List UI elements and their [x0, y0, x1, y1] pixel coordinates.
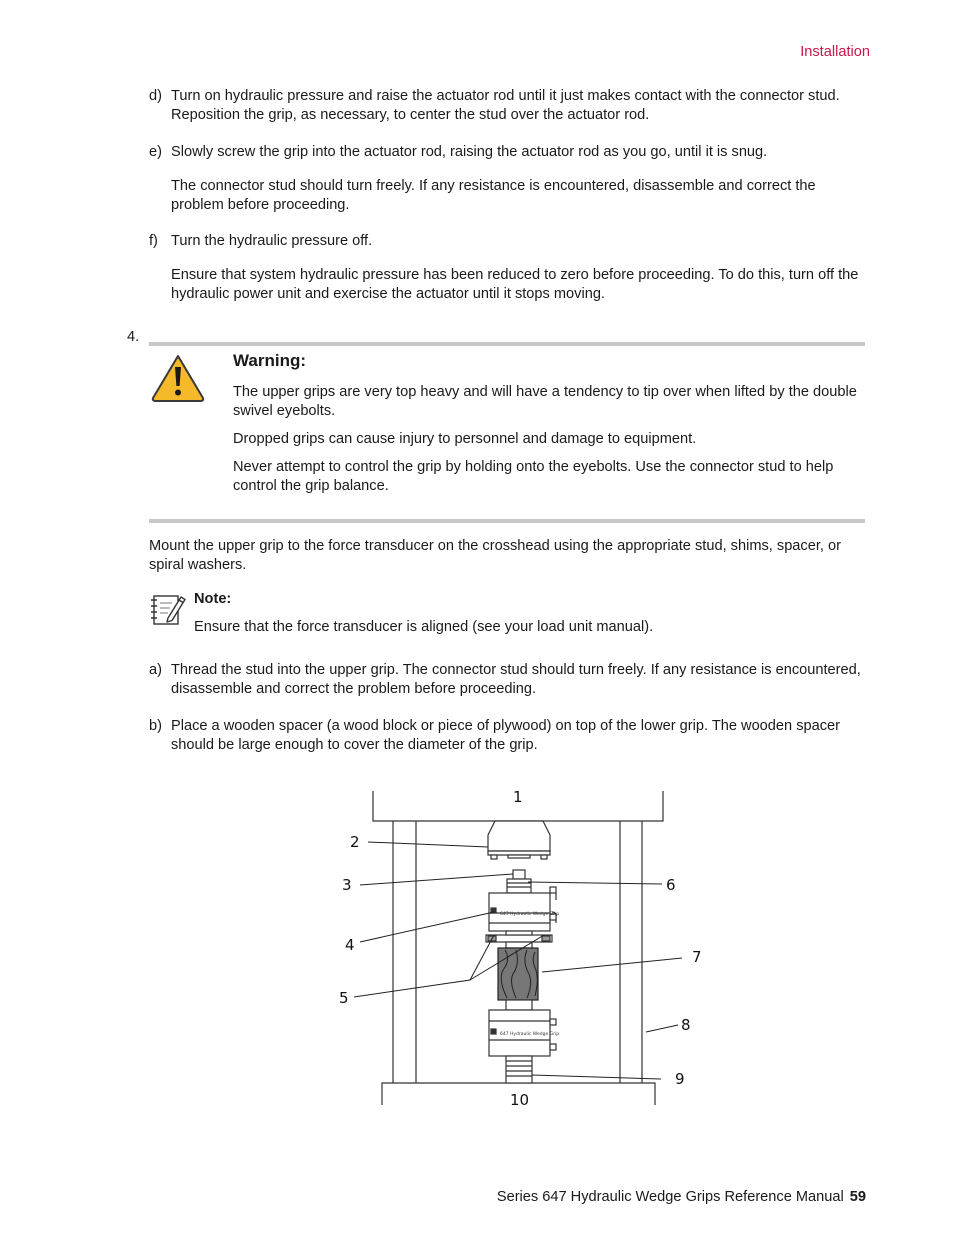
- callout-2: 2: [350, 833, 360, 851]
- callout-5: 5: [339, 989, 349, 1007]
- callout-3: 3: [342, 876, 352, 894]
- step-text: Turn the hydraulic pressure off.: [171, 233, 373, 249]
- warning-line: Dropped grips can cause injury to personnel and damage to equipment.: [233, 431, 697, 447]
- footer-manual-title: Series 647 Hydraulic Wedge Grips Reference Manual: [496, 1189, 844, 1205]
- step-text: Turn on hydraulic pressure and raise the actuator rod until it just makes contact with the connector stud. Reposition the grip, as necessary, to center the stud over the actuator rod.: [171, 88, 840, 123]
- step-marker: e): [149, 144, 162, 160]
- note-title: Note:: [194, 591, 232, 607]
- step-marker: b): [149, 718, 162, 734]
- warning-top-rule: [149, 342, 865, 346]
- note-text: Ensure that the force transducer is aligned (see your load unit manual).: [194, 619, 654, 635]
- callout-10: 10: [510, 1091, 530, 1109]
- step-f: [149, 232, 867, 251]
- step-b: [149, 717, 867, 755]
- callout-6: 6: [666, 876, 676, 894]
- step-marker: d): [149, 88, 162, 104]
- callout-8: 8: [681, 1016, 691, 1034]
- note-pencil-icon: [148, 591, 186, 627]
- callout-9: 9: [675, 1070, 685, 1088]
- warning-line: The upper grips are very top heavy and will have a tendency to tip over when lifted by the double swivel eyebolts.: [233, 384, 857, 419]
- figure-drawing: [330, 785, 710, 1115]
- grip-installation-figure: [330, 785, 710, 1115]
- step-number-4: 4.: [127, 329, 140, 345]
- warning-bottom-rule: [149, 519, 865, 523]
- warning-line: Never attempt to control the grip by holding onto the eyebolts. Use the connector stud to help control the grip balance.: [233, 459, 834, 494]
- step-text: Place a wooden spacer (a wood block or piece of plywood) on top of the lower grip. The wooden spacer should be large enough to cover the diameter of the grip.: [171, 718, 841, 753]
- step-text: Thread the stud into the upper grip. The connector stud should turn freely. If any resistance is encountered, disassemble and correct the problem before proceeding.: [171, 662, 861, 697]
- step-marker: a): [149, 662, 162, 678]
- section-label: Installation: [800, 44, 870, 60]
- mount-paragraph: Mount the upper grip to the force transducer on the crosshead using the appropriate stud, shims, spacer, or spiral washers.: [149, 538, 841, 573]
- step-text: Slowly screw the grip into the actuator rod, raising the actuator rod as you go, until it is snug.: [171, 144, 768, 160]
- upper-grip-label: 647 Hydraulic Wedge Grip: [500, 912, 560, 917]
- warning-icon: [150, 353, 206, 403]
- page-number: 59: [849, 1189, 866, 1205]
- step-d: [149, 87, 867, 125]
- callout-1: 1: [513, 788, 523, 806]
- step-a: [149, 661, 867, 699]
- page-footer: [497, 1188, 866, 1207]
- step-e: [149, 143, 867, 162]
- lower-grip-label: 647 Hydraulic Wedge Grip: [500, 1032, 560, 1037]
- step-marker: f): [149, 233, 158, 249]
- callout-7: 7: [692, 948, 702, 966]
- step-e-note: The connector stud should turn freely. If any resistance is encountered, disassemble and correct the problem before proceeding.: [171, 178, 816, 213]
- warning-title: Warning:: [233, 351, 307, 370]
- step-f-note: Ensure that system hydraulic pressure has been reduced to zero before proceeding. To do this, turn off the hydraulic power unit and exercise the actuator until it stops moving.: [171, 267, 859, 302]
- callout-4: 4: [345, 936, 355, 954]
